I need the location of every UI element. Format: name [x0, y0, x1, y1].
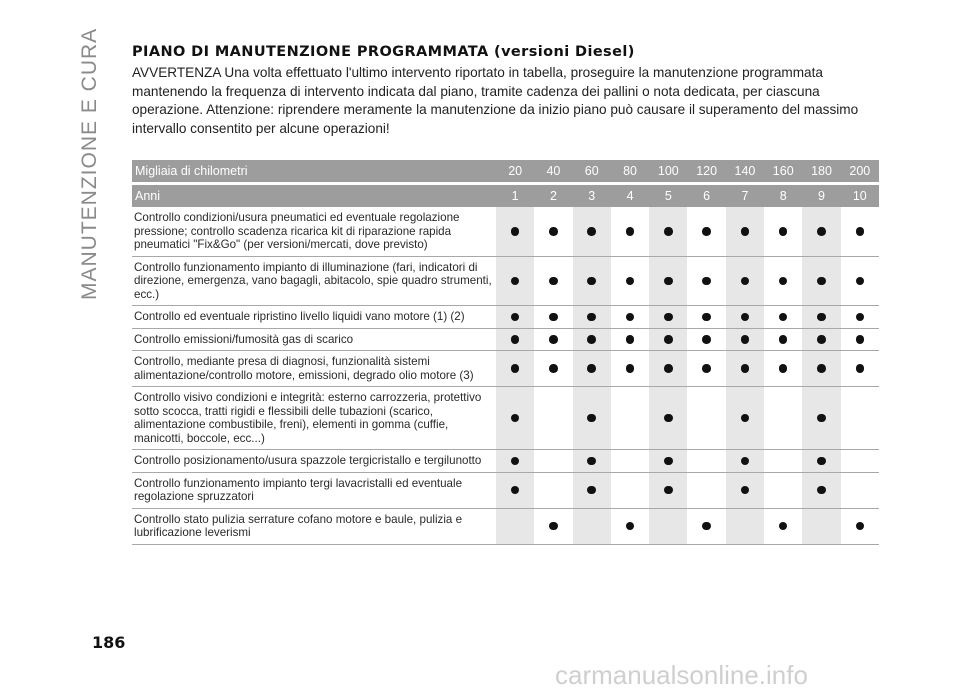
maintenance-dot-icon [741, 486, 750, 495]
interval-cell [687, 207, 725, 256]
maintenance-dot-icon [856, 277, 865, 286]
header-km-cell: 180 [811, 164, 832, 178]
interval-cell [841, 207, 879, 256]
interval-cell [687, 509, 725, 544]
interval-cell [496, 257, 534, 306]
maintenance-dot-icon [779, 522, 788, 531]
maintenance-dot-icon [856, 313, 865, 322]
interval-cell [841, 450, 879, 472]
maintenance-dot-icon [511, 227, 520, 236]
maintenance-dot-icon [664, 486, 673, 495]
interval-cell [841, 509, 879, 544]
maintenance-dot-icon [817, 313, 826, 322]
interval-cell [573, 306, 611, 328]
interval-cell [611, 473, 649, 508]
maintenance-dot-icon [664, 335, 673, 344]
maintenance-dot-icon [817, 486, 826, 495]
maintenance-dot-icon [856, 335, 865, 344]
header-years-row [132, 185, 879, 207]
header-km-cell: 20 [508, 164, 523, 178]
maintenance-dot-icon [741, 227, 750, 236]
interval-cell [687, 473, 725, 508]
maintenance-dot-icon [587, 335, 596, 344]
maintenance-dot-icon [702, 522, 711, 531]
maintenance-dot-icon [702, 364, 711, 373]
maintenance-dot-icon [626, 227, 635, 236]
maintenance-dot-icon [587, 457, 596, 466]
interval-cell [496, 329, 534, 351]
interval-cell [611, 257, 649, 306]
maintenance-dot-icon [587, 414, 596, 423]
interval-cell [764, 387, 802, 449]
maintenance-dot-icon [779, 335, 788, 344]
interval-cell [802, 351, 840, 386]
interval-cell [496, 351, 534, 386]
interval-cell [534, 387, 572, 449]
maintenance-dot-icon [702, 335, 711, 344]
maintenance-dot-icon [664, 313, 673, 322]
header-year-cell: 5 [664, 189, 672, 203]
interval-cell [534, 450, 572, 472]
table-body [132, 207, 879, 545]
interval-cell [649, 329, 687, 351]
operation-label: Controllo funzionamento impianto tergi lavacristalli ed eventuale regolazione spruzzatori [134, 476, 463, 503]
header-km-cells [496, 160, 879, 182]
interval-cell [611, 509, 649, 544]
maintenance-dot-icon [587, 486, 596, 495]
interval-cell [687, 450, 725, 472]
interval-cell [611, 450, 649, 472]
header-km-label: Migliaia di chilometri [135, 164, 248, 178]
maintenance-dot-icon [664, 364, 673, 373]
interval-cell [534, 351, 572, 386]
page-title: PIANO DI MANUTENZIONE PROGRAMMATA (versioni Diesel) [132, 44, 635, 60]
header-km-cell: 200 [849, 164, 871, 178]
maintenance-dot-icon [741, 457, 750, 466]
maintenance-dot-icon [741, 364, 750, 373]
interval-cell [764, 473, 802, 508]
maintenance-dot-icon [626, 277, 635, 286]
interval-cell [534, 207, 572, 256]
interval-cell [841, 387, 879, 449]
operation-label: Controllo posizionamento/usura spazzole tergicristallo e tergilunotto [134, 454, 482, 467]
interval-cell [687, 387, 725, 449]
maintenance-dot-icon [626, 335, 635, 344]
table-row [132, 306, 879, 329]
maintenance-dot-icon [587, 227, 596, 236]
interval-cell [573, 509, 611, 544]
table-row [132, 329, 879, 352]
table-row [132, 351, 879, 387]
maintenance-dot-icon [664, 277, 673, 286]
interval-cell [496, 450, 534, 472]
maintenance-dot-icon [779, 313, 788, 322]
watermark: carmanualsonline.info [555, 660, 808, 690]
interval-cell [611, 207, 649, 256]
maintenance-dot-icon [626, 313, 635, 322]
interval-cell [802, 387, 840, 449]
interval-cell [573, 207, 611, 256]
interval-cell [764, 509, 802, 544]
maintenance-dot-icon [511, 313, 520, 322]
maintenance-dot-icon [856, 522, 865, 531]
interval-cell [802, 473, 840, 508]
interval-cell [841, 473, 879, 508]
interval-cell [649, 351, 687, 386]
interval-cell [764, 450, 802, 472]
header-year-cell: 1 [511, 189, 519, 203]
header-year-cell: 4 [626, 189, 634, 203]
interval-cell [649, 257, 687, 306]
header-km-cell: 60 [584, 164, 599, 178]
operation-label: Controllo stato pulizia serrature cofano motore e baule, pulizia e lubrificazione leverismi [134, 512, 463, 539]
interval-cell [841, 306, 879, 328]
maintenance-dot-icon [856, 227, 865, 236]
interval-cell [726, 329, 764, 351]
interval-cell [726, 387, 764, 449]
maintenance-dot-icon [626, 364, 635, 373]
header-year-cell: 7 [741, 189, 749, 203]
maintenance-dot-icon [817, 335, 826, 344]
interval-cell [573, 387, 611, 449]
operation-label: Controllo, mediante presa di diagnosi, funzionalità sistemi alimentazione/controllo motore, emissioni, degrado olio motore (3) [134, 355, 474, 382]
header-year-cell: 9 [818, 189, 825, 203]
header-year-cell: 10 [852, 189, 867, 203]
maintenance-dot-icon [664, 227, 673, 236]
maintenance-dot-icon [779, 277, 788, 286]
maintenance-dot-icon [587, 277, 596, 286]
interval-cell [726, 306, 764, 328]
operation-label: Controllo funzionamento impianto di illuminazione (fari, indicatori di direzione, emergenza, vano bagagli, abitacolo, spie quadro strumenti, ecc.) [134, 260, 492, 301]
maintenance-dot-icon [549, 335, 558, 344]
maintenance-dot-icon [549, 277, 558, 286]
maintenance-dot-icon [856, 364, 865, 373]
operation-label: Controllo ed eventuale ripristino livello liquidi vano motore (1) (2) [134, 310, 465, 323]
header-km-row [132, 160, 879, 182]
interval-cell [496, 473, 534, 508]
maintenance-dot-icon [702, 227, 711, 236]
operation-label: Controllo emissioni/fumosità gas di scarico [134, 332, 354, 346]
maintenance-dot-icon [741, 313, 750, 322]
maintenance-dot-icon [817, 364, 826, 373]
interval-cell [496, 207, 534, 256]
warning-paragraph: AVVERTENZA Una volta effettuato l'ultimo intervento riportato in tabella, proseguire la manutenzione programmata mantenendo la frequenza di intervento indicata dal piano, tramite cadenza dei pallini o nota dedicata, per ciascuna operazione. Attenzione: riprendere meramente la manutenzione da inizio piano può causare il superamento del massimo intervallo consentito per alcune operazioni! [132, 65, 859, 136]
interval-cell [726, 450, 764, 472]
interval-cell [649, 509, 687, 544]
maintenance-dot-icon [702, 277, 711, 286]
maintenance-dot-icon [741, 414, 750, 423]
maintenance-dot-icon [511, 486, 520, 495]
interval-cell [611, 329, 649, 351]
maintenance-dot-icon [741, 335, 750, 344]
header-km-cell: 40 [546, 164, 561, 178]
maintenance-dot-icon [817, 457, 826, 466]
maintenance-dot-icon [664, 414, 673, 423]
interval-cell [802, 329, 840, 351]
interval-cell [573, 473, 611, 508]
interval-cell [764, 329, 802, 351]
maintenance-dot-icon [511, 364, 520, 373]
maintenance-dot-icon [587, 313, 596, 322]
operation-label: Controllo condizioni/usura pneumatici ed eventuale regolazione pressione; controllo scadenza ricarica kit di riparazione rapida pneumatici "Fix&Go" (per versioni/mercati, dove previsto) [134, 211, 460, 251]
maintenance-table [132, 160, 879, 545]
interval-cell [649, 306, 687, 328]
interval-cell [802, 207, 840, 256]
interval-cell [687, 351, 725, 386]
maintenance-dot-icon [549, 227, 558, 236]
interval-cell [534, 306, 572, 328]
maintenance-dot-icon [511, 457, 520, 466]
interval-cell [496, 387, 534, 449]
table-row [132, 207, 879, 257]
header-years-cells [496, 185, 879, 207]
maintenance-dot-icon [779, 227, 788, 236]
interval-cell [573, 329, 611, 351]
page-number: 186 [92, 633, 126, 652]
interval-cell [496, 306, 534, 328]
section-side-title: MANUTENZIONE E CURA [78, 27, 101, 300]
table-row [132, 387, 879, 450]
interval-cell [802, 509, 840, 544]
interval-cell [726, 207, 764, 256]
maintenance-dot-icon [664, 457, 673, 466]
maintenance-dot-icon [702, 313, 711, 322]
table-row [132, 509, 879, 545]
maintenance-dot-icon [549, 364, 558, 373]
interval-cell [573, 351, 611, 386]
header-year-cell: 3 [588, 189, 596, 203]
maintenance-dot-icon [549, 313, 558, 322]
interval-cell [534, 329, 572, 351]
interval-cell [534, 509, 572, 544]
maintenance-dot-icon [817, 277, 826, 286]
interval-cell [687, 329, 725, 351]
maintenance-dot-icon [511, 335, 520, 344]
interval-cell [764, 306, 802, 328]
interval-cell [726, 351, 764, 386]
interval-cell [649, 473, 687, 508]
interval-cell [496, 509, 534, 544]
maintenance-dot-icon [587, 364, 596, 373]
table-row [132, 450, 879, 473]
interval-cell [649, 387, 687, 449]
header-km-cell: 120 [696, 164, 718, 178]
interval-cell [573, 257, 611, 306]
maintenance-dot-icon [549, 522, 558, 531]
header-years-label: Anni [135, 189, 161, 203]
interval-cell [611, 306, 649, 328]
interval-cell [687, 257, 725, 306]
maintenance-dot-icon [741, 277, 750, 286]
interval-cell [726, 509, 764, 544]
interval-cell [841, 351, 879, 386]
interval-cell [764, 351, 802, 386]
table-row [132, 473, 879, 509]
table-row [132, 257, 879, 307]
header-km-cell: 100 [657, 164, 679, 178]
maintenance-dot-icon [626, 522, 635, 531]
interval-cell [764, 207, 802, 256]
interval-cell [573, 450, 611, 472]
interval-cell [611, 387, 649, 449]
interval-cell [726, 257, 764, 306]
header-km-cell: 80 [623, 164, 637, 178]
interval-cell [802, 450, 840, 472]
interval-cell [649, 450, 687, 472]
interval-cell [649, 207, 687, 256]
interval-cell [726, 473, 764, 508]
interval-cell [687, 306, 725, 328]
interval-cell [534, 473, 572, 508]
maintenance-dot-icon [511, 414, 520, 423]
interval-cell [802, 306, 840, 328]
header-km-cell: 160 [772, 164, 794, 178]
operation-label: Controllo visivo condizioni e integrità: esterno carrozzeria, protettivo sotto scocca, tratti rigidi e flessibili delle tubazioni (scarico, alimentazione combustibile, freni), elementi in gomma (cuffie, manicotti, boccole, ecc...) [134, 391, 482, 445]
interval-cell [611, 351, 649, 386]
maintenance-dot-icon [779, 364, 788, 373]
header-year-cell: 2 [549, 189, 557, 203]
maintenance-dot-icon [511, 277, 520, 286]
interval-cell [802, 257, 840, 306]
interval-cell [534, 257, 572, 306]
header-year-cell: 8 [779, 189, 787, 203]
maintenance-dot-icon [817, 227, 826, 236]
header-year-cell: 6 [703, 189, 711, 203]
interval-cell [841, 329, 879, 351]
header-km-cell: 140 [734, 164, 756, 178]
maintenance-dot-icon [817, 414, 826, 423]
interval-cell [841, 257, 879, 306]
interval-cell [764, 257, 802, 306]
